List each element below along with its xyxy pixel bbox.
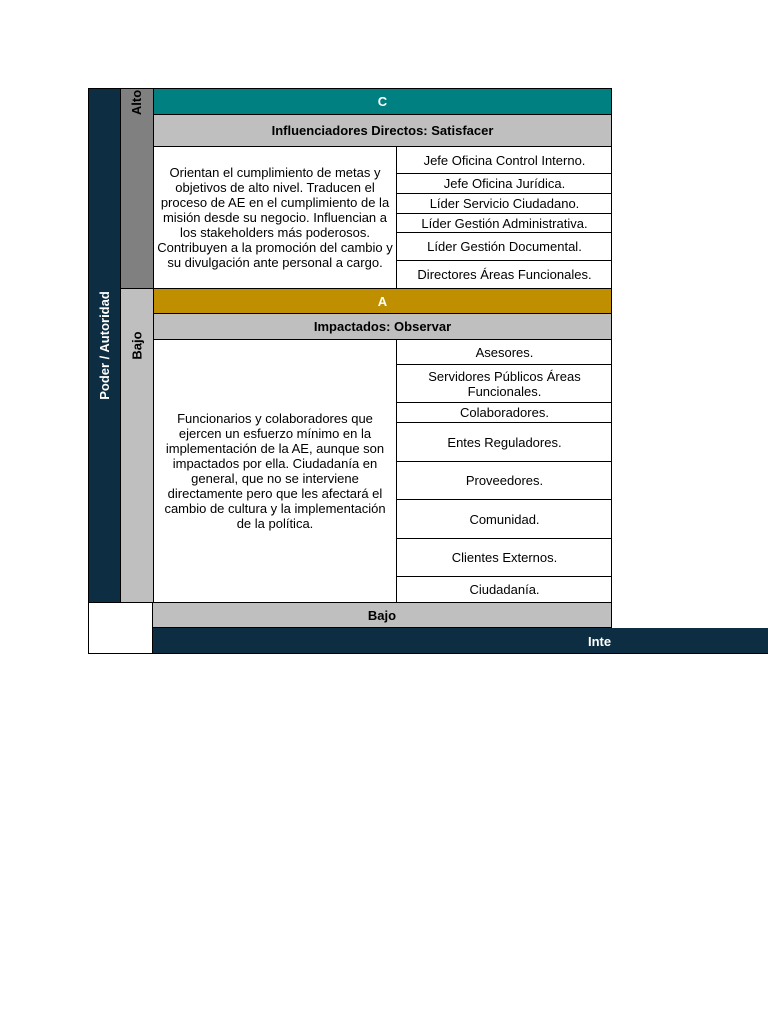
- power-authority-axis: [88, 88, 121, 603]
- list-item: Jefe Oficina Jurídica.: [397, 174, 612, 194]
- list-item: Proveedores.: [397, 462, 612, 500]
- quadrant-a-letter: [153, 289, 612, 314]
- quadrant-a-stakeholder-list: [396, 340, 612, 603]
- interest-axis-label: Inte: [588, 634, 612, 649]
- quadrant-c-letter: [153, 88, 612, 115]
- quadrant-a-title-text: Impactados: Observar: [313, 319, 452, 334]
- quadrant-c-title: [153, 115, 612, 147]
- quadrant-a-title: [153, 314, 612, 340]
- quadrant-c-stakeholder-list: [396, 147, 612, 289]
- list-item: Líder Gestión Documental.: [397, 233, 612, 261]
- level-alto-bar: [121, 88, 153, 289]
- list-item: Jefe Oficina Control Interno.: [397, 147, 612, 174]
- list-item: Líder Servicio Ciudadano.: [397, 194, 612, 214]
- interest-level-bajo-text: Bajo: [367, 607, 397, 623]
- quadrant-c-title-text: Influenciadores Directos: Satisfacer: [271, 123, 494, 138]
- quadrant-a-description: [153, 340, 396, 603]
- list-item: Comunidad.: [397, 500, 612, 539]
- level-bajo-bar: [121, 289, 153, 603]
- quadrant-a-description-text: Funcionarios y colaboradores que ejercen un esfuerzo mínimo en la implementación de la AE, aunque son impactados por ella. Ciudadanía en general, que no se interviene directamente pero que les afectará el cambio de cultura y la implementación de la política.: [164, 411, 386, 531]
- level-alto-label: Alto: [129, 89, 145, 116]
- list-item: Directores Áreas Funcionales.: [417, 267, 592, 282]
- list-item: Colaboradores.: [397, 403, 612, 423]
- list-item: Entes Reguladores.: [397, 423, 612, 462]
- list-item: Clientes Externos.: [397, 539, 612, 577]
- quadrant-c-description-text: Orientan el cumplimiento de metas y objetivos de alto nivel. Traducen el proceso de AE en el cumplimiento de la misión desde su negocio. Influencian a los stakeholders más poderosos. Contribuyen a la promoción del cambio y su divulgación ante personal a cargo.: [157, 165, 393, 270]
- level-bajo-label: Bajo: [129, 331, 145, 360]
- list-item: Asesores.: [397, 340, 612, 365]
- list-item: Servidores Públicos Áreas Funcionales.: [397, 365, 612, 403]
- list-item: Ciudadanía.: [469, 582, 540, 597]
- quadrant-c-description: [153, 147, 396, 289]
- interest-level-bajo: [153, 603, 612, 628]
- corner-blank-cell: [88, 603, 153, 654]
- interest-axis-bar: [153, 628, 768, 654]
- power-authority-label: Poder / Autoridad: [97, 291, 113, 400]
- quadrant-a-letter-text: A: [377, 293, 388, 309]
- list-item: Líder Gestión Administrativa.: [397, 214, 612, 233]
- quadrant-c-letter-text: C: [377, 94, 388, 109]
